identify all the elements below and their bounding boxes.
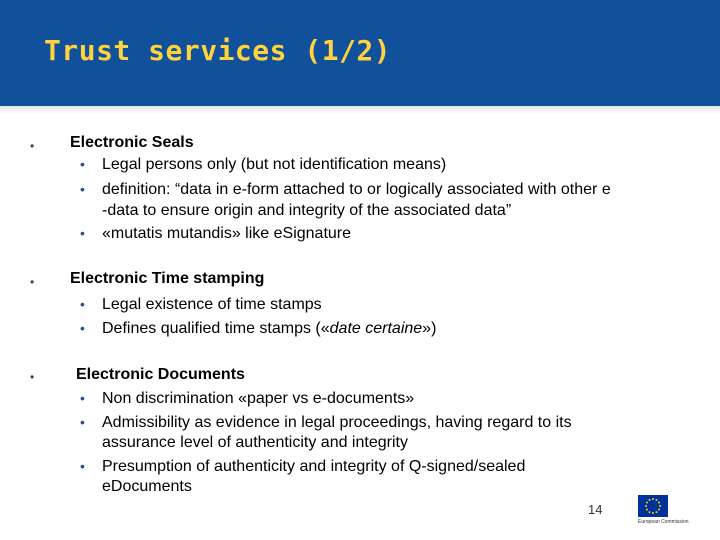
list-item-continuation — [102, 200, 511, 221]
list-item-text: Presumption of authenticity and integrity of Q-signed/sealed — [102, 458, 526, 475]
bullet-icon: • — [30, 139, 35, 153]
slide-header — [0, 0, 720, 106]
list-item — [80, 223, 352, 244]
header-shadow — [0, 106, 720, 114]
eu-logo-caption: European Commission — [638, 519, 689, 525]
bullet-icon: • — [80, 320, 85, 336]
list-item-text: Admissibility as evidence in legal proceedings, having regard to its — [102, 414, 572, 431]
section-heading: Electronic Seals — [70, 134, 194, 151]
list-item-text: definition: “data in e-form attached to or logically associated with other e — [102, 181, 611, 198]
eu-stars-icon — [638, 495, 668, 517]
bullet-icon: • — [80, 296, 85, 312]
list-item-text: assurance level of authenticity and integrity — [102, 434, 408, 451]
bullet-icon: • — [30, 370, 35, 384]
bullet-icon: • — [80, 458, 85, 474]
list-item — [80, 318, 437, 339]
list-item-text: -data to ensure origin and integrity of the associated data” — [102, 202, 512, 219]
list-item — [80, 294, 322, 315]
list-item-emphasis: date certaine — [329, 320, 423, 337]
list-item-text: Legal persons only (but not identification means) — [102, 156, 447, 173]
list-item-text: Non discrimination «paper vs e-documents» — [102, 390, 415, 407]
list-item-continuation — [102, 432, 408, 453]
list-item — [80, 456, 526, 477]
eu-flag-icon — [638, 495, 668, 517]
section-heading: Electronic Time stamping — [70, 270, 265, 287]
list-item-continuation — [102, 476, 192, 497]
list-item — [80, 388, 415, 409]
bullet-icon: • — [80, 181, 85, 197]
list-item — [80, 154, 447, 175]
page-number: 14 — [588, 502, 603, 517]
bullet-icon: • — [80, 414, 85, 430]
bullet-icon: • — [80, 225, 85, 241]
list-item-text: Legal existence of time stamps — [102, 296, 322, 313]
list-item — [80, 179, 611, 200]
list-item — [80, 412, 572, 433]
bullet-icon: • — [80, 390, 85, 406]
list-item-text: Defines qualified time stamps (« — [102, 320, 330, 337]
bullet-icon: • — [30, 275, 35, 289]
slide-title: Trust services (1/2) — [44, 34, 392, 67]
list-item-text: eDocuments — [102, 478, 192, 495]
list-item-text: «mutatis mutandis» like eSignature — [102, 225, 352, 242]
list-item-text: ») — [422, 320, 437, 337]
section-heading: Electronic Documents — [76, 366, 245, 383]
eu-commission-logo — [636, 495, 692, 535]
bullet-icon: • — [80, 156, 85, 172]
